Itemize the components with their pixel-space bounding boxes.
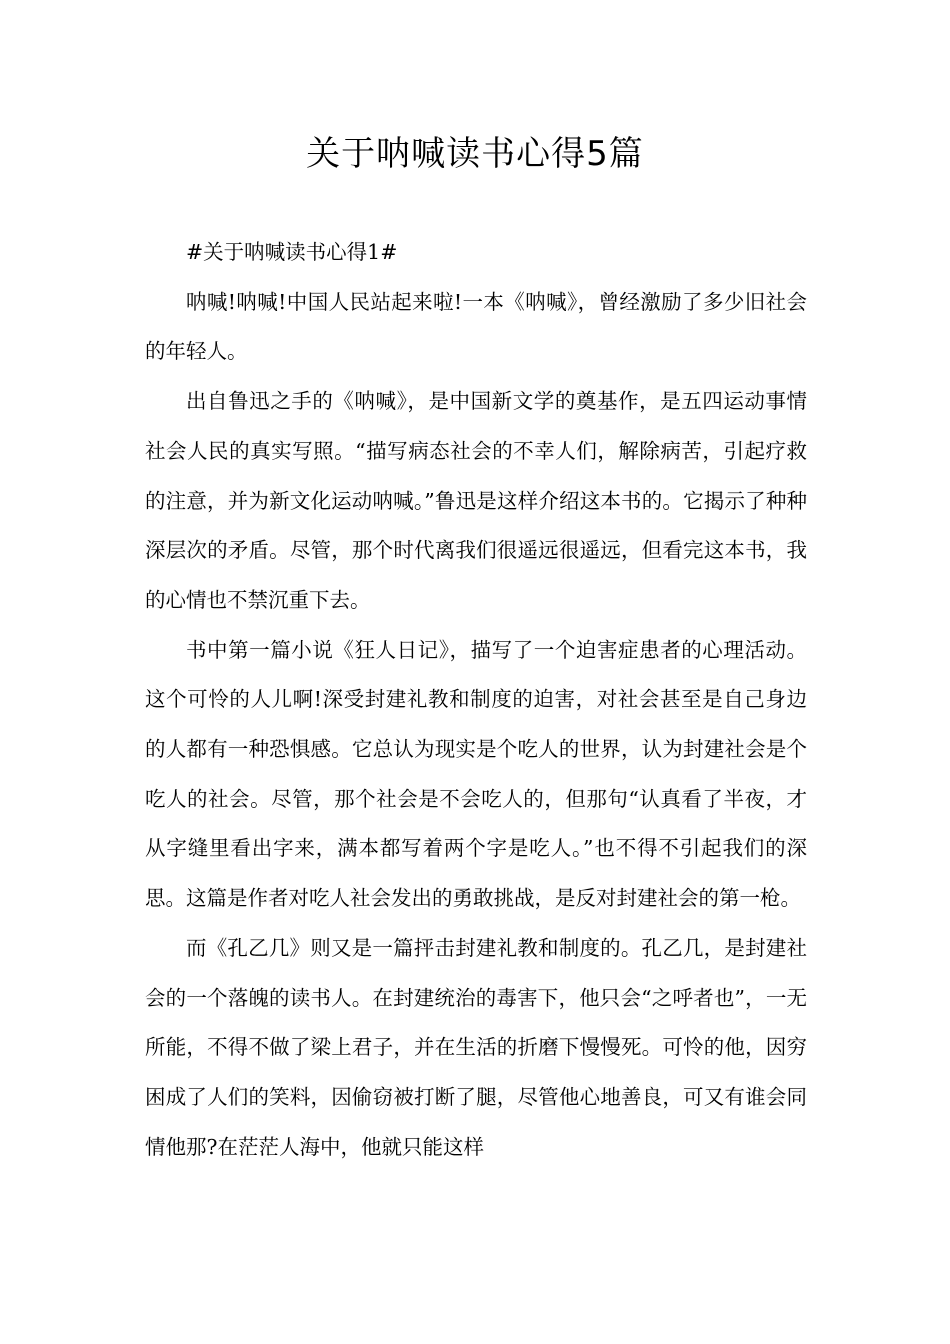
- paragraph: 出自鲁迅之手的《呐喊》，是中国新文学的奠基作，是五四运动事情社会人民的真实写照。“描写病态社会的不幸人们，解除病苦，引起疗救的注意，并为新文化运动呐喊。”鲁迅是这样介绍这本书的。它揭示了种种深层次的矛盾。尽管，那个时代离我们很遥远很遥远，但看完这本书，我的心情也不禁沉重下去。: [145, 389, 807, 612]
- section-heading: #关于呐喊读书心得1#: [186, 240, 398, 264]
- paragraph: 而《孔乙几》则又是一篇抨击封建礼教和制度的。孔乙几，是封建社会的一个落魄的读书人。在封建统治的毒害下，他只会“之呼者也”，一无所能，不得不做了梁上君子，并在生活的折磨下慢慢死。可怜的他，因穷困成了人们的笑料，因偷窃被打断了腿，尽管他心地善良，可又有谁会同情他那?在茫茫人海中，他就只能这样: [145, 935, 807, 1159]
- paragraph: 呐喊!呐喊!中国人民站起来啦!一本《呐喊》，曾经激励了多少旧社会的年轻人。: [145, 289, 807, 364]
- document-body: [145, 228, 807, 1172]
- paragraph: 书中第一篇小说《狂人日记》，描写了一个迫害症患者的心理活动。这个可怜的人儿啊!深受封建礼教和制度的迫害，对社会甚至是自己身边的人都有一种恐惧感。它总认为现实是个吃人的世界，认为封建社会是个吃人的社会。尽管，那个社会是不会吃人的，但那句“认真看了半夜，才从字缝里看出字来，满本都写着两个字是吃人。”也不得不引起我们的深思。这篇是作者对吃人社会发出的勇敢挑战，是反对封建社会的第一枪。: [145, 637, 807, 911]
- document-title: 关于呐喊读书心得5篇: [306, 134, 644, 174]
